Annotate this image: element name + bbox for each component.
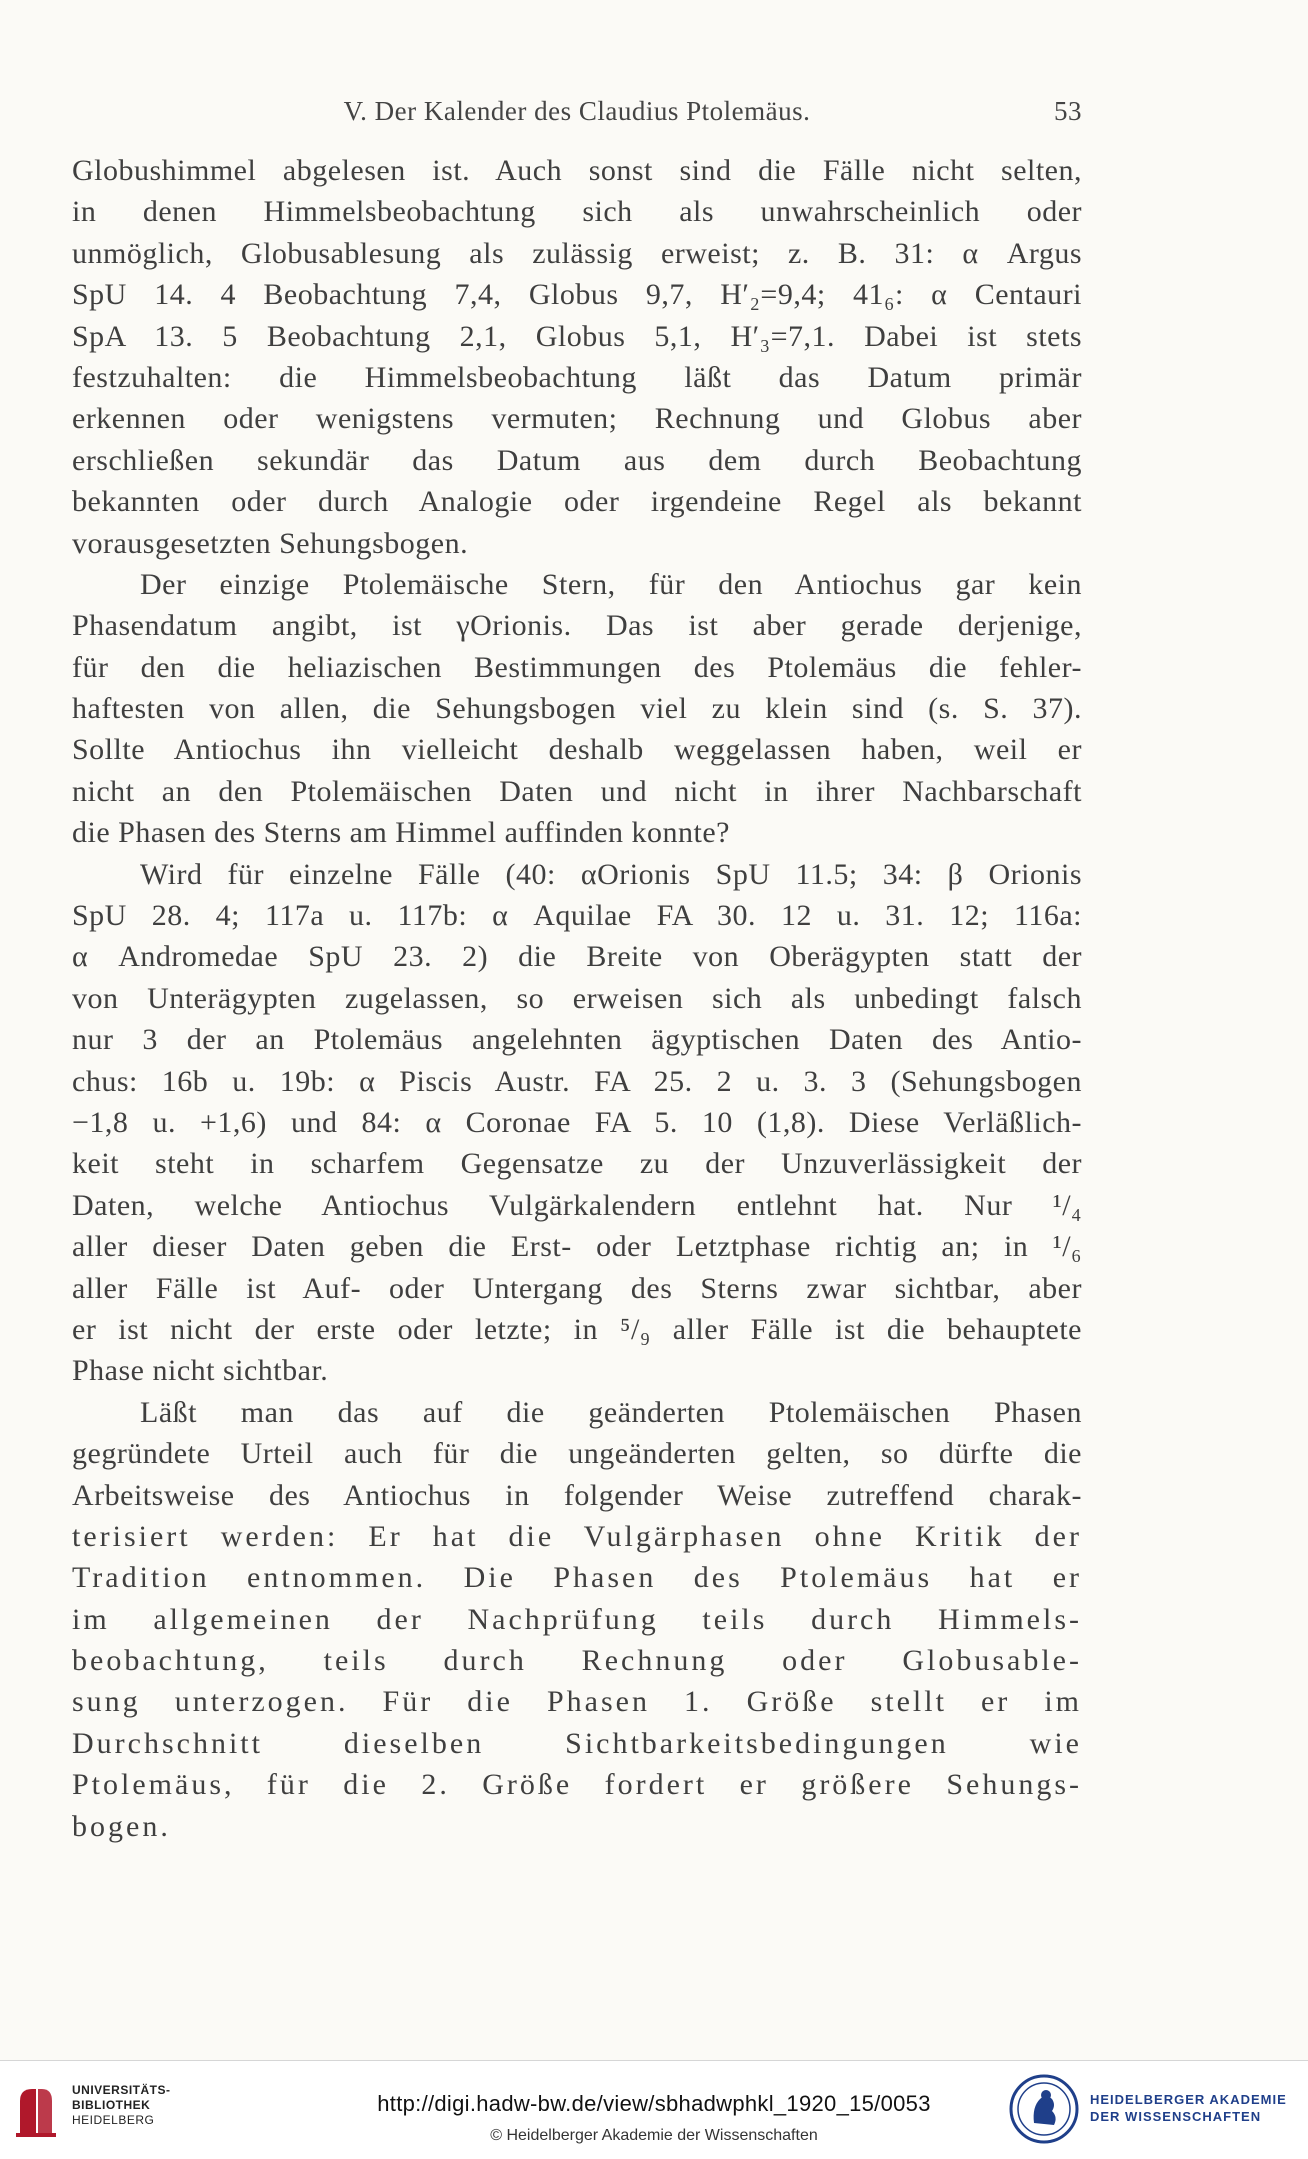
text-line: für den die heliazischen Bestimmungen des Ptolemäus die fehler- [72,650,1082,684]
text-line: Der einzige Ptolemäische Stern, für den Antiochus gar kein [140,567,1082,601]
text-line: sung unterzogen. Für die Phasen 1. Größe stellt er im [72,1685,1082,1719]
text-line: chus: 16b u. 19b: α Piscis Austr. FA 25. 2 u. 3. 3 (Sehungsbogen [72,1064,1082,1098]
text-line: Ptolemäus, für die 2. Größe fordert er größere Sehungs- [72,1768,1082,1802]
text-line: erschließen sekundär das Datum aus dem durch Beobachtung [72,443,1082,477]
running-title: V. Der Kalender des Claudius Ptolemäus. [343,96,811,126]
text-line: festzuhalten: die Himmelsbeobachtung läßt das Datum primär [72,360,1082,394]
text-line: vorausgesetzten Sehungsbogen. [72,526,469,560]
text-line: Sollte Antiochus ihn vielleicht deshalb weggelassen haben, weil er [72,733,1082,767]
viewer-footer [0,2060,1308,2159]
text-line: SpU 14. 4 Beobachtung 7,4, Globus 9,7, H′₂=9,4; 41₆: α Centauri [72,278,1082,312]
text-line: Wird für einzelne Fälle (40: αOrionis SpU 11.5; 34: β Orionis [140,857,1082,891]
running-header [72,96,1082,136]
text-line: keit steht in scharfem Gegensatze zu der Unzuverlässigkeit der [72,1147,1082,1181]
text-line: beobachtung, teils durch Rechnung oder Globusable- [72,1644,1082,1678]
academy-seal-icon [1008,2073,1080,2145]
text-line: SpU 28. 4; 117a u. 117b: α Aquilae FA 30. 12 u. 31. 12; 116a: [72,899,1082,933]
text-line: die Phasen des Sterns am Himmel auffinden konnte? [72,816,730,850]
text-line: von Unterägypten zugelassen, so erweisen sich als unbedingt falsch [72,981,1082,1015]
text-line: erkennen oder wenigstens vermuten; Rechnung und Globus aber [72,402,1082,436]
text-line: Phasendatum angibt, ist γOrionis. Das ist aber gerade derjenige, [72,609,1082,643]
text-line: Durchschnitt dieselben Sichtbarkeitsbedingungen wie [72,1726,1082,1760]
text-line: aller Fälle ist Auf- oder Untergang des Sterns zwar sichtbar, aber [72,1271,1082,1305]
body-text [72,150,1082,1847]
text-line: bogen. [72,1809,171,1843]
text-line: nicht an den Ptolemäischen Daten und nicht in ihrer Nachbarschaft [72,774,1082,808]
academy-name: HEIDELBERGER AKADEMIE DER WISSENSCHAFTEN [1090,2092,1287,2124]
text-line: im allgemeinen der Nachprüfung teils durch Himmels- [72,1602,1082,1636]
text-line: in denen Himmelsbeobachtung sich als unwahrscheinlich oder [72,195,1082,229]
text-line: aller dieser Daten geben die Erst- oder Letztphase richtig an; in ¹/₆ [72,1230,1082,1264]
page-url-link[interactable]: http://digi.hadw-bw.de/view/sbhadwphkl_1920_15/0053 [377,2091,931,2116]
text-line: haftesten von allen, die Sehungsbogen viel zu klein sind (s. S. 37). [72,692,1082,726]
text-line: Globushimmel abgelesen ist. Auch sonst sind die Fälle nicht selten, [72,154,1082,187]
page-number: 53 [1054,96,1082,126]
text-line: gegründete Urteil auch für die ungeänderten gelten, so dürfte die [72,1437,1082,1471]
text-line: er ist nicht der erste oder letzte; in ⁵/₉ aller Fälle ist die behauptete [72,1312,1082,1346]
text-line: Arbeitsweise des Antiochus in folgender Weise zutreffend charak- [72,1478,1082,1512]
text-line: α Andromedae SpU 23. 2) die Breite von Oberägypten statt der [72,940,1082,974]
copyright-notice: © Heidelberger Akademie der Wissenschaften [490,2127,818,2144]
text-line: nur 3 der an Ptolemäus angelehnten ägyptischen Daten des Antio- [72,1023,1082,1057]
text-line: unmöglich, Globusablesung als zulässig erweist; z. B. 31: α Argus [72,236,1082,270]
library-name: UNIVERSITÄTS- BIBLIOTHEK HEIDELBERG [72,2083,171,2127]
text-line: terisiert werden: Er hat die Vulgärphasen ohne Kritik der [72,1519,1082,1553]
text-line: Daten, welche Antiochus Vulgärkalendern entlehnt hat. Nur ¹/₄ [72,1188,1082,1222]
text-line: Läßt man das auf die geänderten Ptolemäischen Phasen [140,1395,1082,1429]
text-line: Tradition entnommen. Die Phasen des Ptolemäus hat er [72,1561,1082,1595]
text-line: SpA 13. 5 Beobachtung 2,1, Globus 5,1, H′₃=7,1. Dabei ist stets [72,319,1082,353]
text-line: bekannten oder durch Analogie oder irgendeine Regel als bekannt [72,485,1082,519]
text-line: Phase nicht sichtbar. [72,1354,329,1388]
text-line: −1,8 u. +1,6) und 84: α Coronae FA 5. 10 (1,8). Diese Verläßlich- [72,1105,1082,1139]
